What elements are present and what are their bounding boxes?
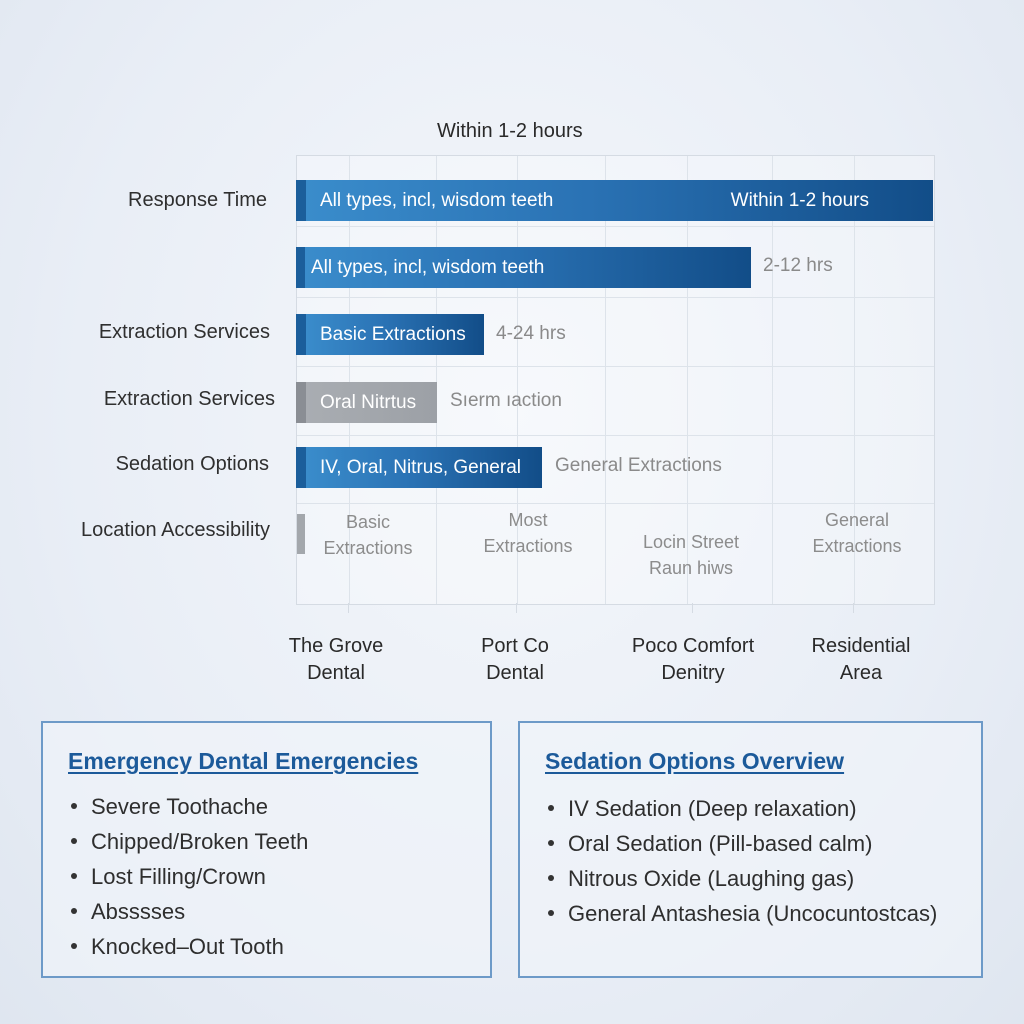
- list-item-text: Knocked–Out Tooth: [91, 934, 284, 959]
- list-item: [71, 894, 308, 929]
- bullet-icon: [548, 805, 554, 811]
- list-item-text: Lost Filling/Crown: [91, 864, 266, 889]
- cell-line: Most: [508, 510, 548, 530]
- axis-tick: [692, 603, 693, 613]
- x-label-line: Area: [839, 662, 883, 684]
- x-label-line: Denitry: [661, 662, 725, 684]
- emergencies-list: [71, 789, 308, 964]
- emergencies-card-title[interactable]: Emergency Dental Emergencies: [68, 748, 419, 774]
- bar-label: All types, incl, wisdom teeth: [320, 189, 554, 211]
- list-item: [71, 859, 308, 894]
- sedation-card: [518, 721, 983, 978]
- grid-line: [297, 503, 934, 504]
- cell-line: Extractions: [483, 536, 573, 556]
- bar-all-types[interactable]: [296, 247, 751, 288]
- list-item: [548, 826, 937, 861]
- x-label-port-co-dental: [425, 633, 605, 687]
- axis-tick: [348, 603, 349, 613]
- x-label-line: Port Co: [481, 635, 549, 657]
- bar-oral-nitrtus[interactable]: [296, 382, 437, 423]
- row-label-extraction-services-2: Extraction Services: [103, 388, 275, 410]
- bar-sedation-options[interactable]: [296, 447, 542, 488]
- emergencies-card: [41, 721, 492, 978]
- bullet-icon: [71, 803, 77, 809]
- bullet-icon: [548, 840, 554, 846]
- sedation-list: [548, 791, 937, 931]
- row-label-extraction-services: Extraction Services: [98, 321, 270, 343]
- grid-line: [297, 435, 934, 436]
- bar-label: Basic Extractions: [320, 323, 466, 345]
- list-item-text: General Antashesia (Uncocuntostcas): [568, 901, 938, 926]
- axis-tick: [516, 603, 517, 613]
- cell-line: Raun hiws: [648, 558, 734, 578]
- x-label-line: Residential: [811, 635, 911, 657]
- x-label-grove-dental: [246, 633, 426, 687]
- bullet-icon: [71, 873, 77, 879]
- list-item: [548, 861, 937, 896]
- list-item: [71, 824, 308, 859]
- cell-line: Extractions: [323, 538, 413, 558]
- bar-end-label: General Extractions: [555, 455, 722, 476]
- x-label-line: Poco Comfort: [631, 635, 755, 657]
- bullet-icon: [71, 838, 77, 844]
- grid-line: [297, 366, 934, 367]
- bar-end-label: 4-24 hrs: [496, 323, 566, 344]
- list-item-text: IV Sedation (Deep relaxation): [568, 796, 857, 821]
- list-item-text: Nitrous Oxide (Laughing gas): [568, 866, 855, 891]
- cell-line: Basic: [345, 512, 390, 532]
- list-item-text: Severe Toothache: [91, 794, 268, 819]
- grid-line: [297, 297, 934, 298]
- row-label-response-time: Response Time: [128, 189, 267, 211]
- sedation-card-title[interactable]: Sedation Options Overview: [545, 748, 845, 774]
- bar-end-label: Sıerm ıaction: [450, 390, 562, 411]
- bar-label: All types, incl, wisdom teeth: [311, 256, 545, 278]
- bar-end-label: 2-12 hrs: [763, 255, 833, 276]
- bar-response-time[interactable]: [296, 180, 933, 221]
- bar-label: IV, Oral, Nitrus, General: [320, 456, 521, 478]
- list-item-text: Oral Sedation (Pill-based calm): [568, 831, 873, 856]
- bar-end-label: Within 1-2 hours: [730, 189, 869, 211]
- x-label-poco-comfort: [603, 633, 783, 687]
- bullet-icon: [71, 908, 77, 914]
- row-label-location-accessibility: Location Accessibility: [81, 519, 270, 541]
- list-item: [71, 929, 308, 964]
- location-cell-grove: [288, 509, 448, 561]
- chart-title: Within 1-2 hours: [437, 120, 583, 142]
- bar-label: Oral Nitrtus: [320, 391, 417, 413]
- location-cell-residential: [777, 507, 937, 559]
- bar-basic-extractions[interactable]: [296, 314, 484, 355]
- location-cell-poco: [611, 529, 771, 581]
- x-label-line: Dental: [486, 662, 544, 684]
- list-item: [548, 896, 937, 931]
- x-label-residential-area: [771, 633, 951, 687]
- cell-line: Extractions: [812, 536, 902, 556]
- cell-line: Locin Street: [642, 532, 740, 552]
- cell-line: General: [824, 510, 890, 530]
- list-item: [71, 789, 308, 824]
- list-item-text: Absssses: [91, 899, 186, 924]
- grid-line: [772, 156, 773, 604]
- bullet-icon: [548, 910, 554, 916]
- grid-line: [297, 226, 934, 227]
- x-label-line: Dental: [307, 662, 365, 684]
- list-item-text: Chipped/Broken Teeth: [91, 829, 309, 854]
- location-cell-portco: [448, 507, 608, 559]
- bullet-icon: [71, 943, 77, 949]
- row-label-sedation-options: Sedation Options: [115, 453, 269, 475]
- bullet-icon: [548, 875, 554, 881]
- x-label-line: The Grove: [288, 635, 384, 657]
- list-item: [548, 791, 937, 826]
- axis-tick: [853, 603, 854, 613]
